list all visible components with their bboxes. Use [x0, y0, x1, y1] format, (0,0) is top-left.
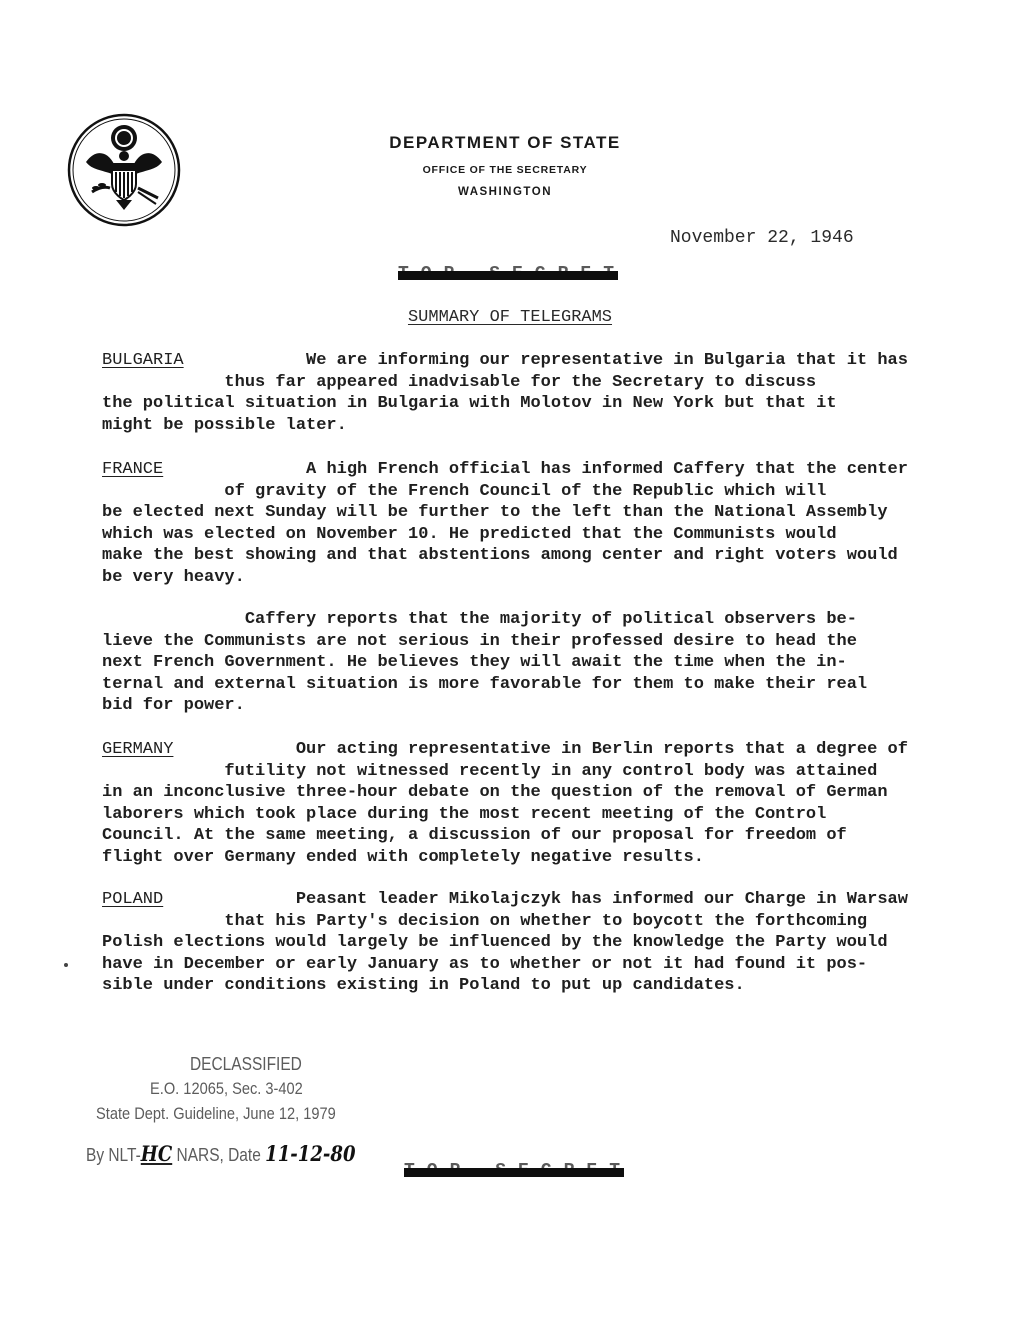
- section-heading: POLAND: [102, 890, 164, 909]
- department-name: DEPARTMENT OF STATE: [389, 133, 621, 152]
- city-name: WASHINGTON: [457, 186, 552, 198]
- section-line: Polish elections would largely be influenced by the knowledge the Party would: [102, 933, 888, 952]
- state-dept-guideline: State Dept. Guideline, June 12, 1979: [96, 1104, 336, 1123]
- redaction-bar: [398, 271, 618, 280]
- section-line: be very heavy.: [102, 567, 245, 587]
- section-line: lieve the Communists are not serious in their professed desire to head the: [102, 631, 857, 651]
- section-poland: [102, 889, 942, 997]
- section-heading: GERMANY: [102, 740, 174, 759]
- section-line: sible under conditions existing in Poland to put up candidates.: [102, 976, 745, 995]
- section-first-line: BULGARIA We are informing our representative in Bulgaria that it has: [102, 351, 908, 370]
- document-date: November 22, 1946: [670, 228, 854, 248]
- section-bulgaria: [102, 350, 942, 436]
- section-line: make the best showing and that abstentions among center and right voters would: [102, 546, 898, 565]
- section-first-line: FRANCE A high French official has informed Caffery that the center: [102, 460, 908, 479]
- office-name: OFFICE OF THE SECRETARY: [422, 164, 588, 176]
- section-first-line: POLAND Peasant leader Mikolajczyk has informed our Charge in Warsaw: [102, 890, 908, 909]
- section-line: Caffery reports that the majority of political observers be-: [102, 610, 857, 629]
- section-line: ternal and external situation is more favorable for them to make their real: [102, 674, 868, 694]
- handwritten-date: 11-12-80: [265, 1141, 356, 1166]
- section-line: flight over Germany ended with completely negative results.: [102, 847, 704, 867]
- section-line: Council. At the same meeting, a discussion of our proposal for freedom of: [102, 826, 847, 845]
- section-line: might be possible later.: [102, 415, 347, 435]
- section-line: that his Party's decision on whether to boycott the forthcoming: [102, 911, 868, 931]
- section-line: the political situation in Bulgaria with Molotov in New York but that it: [102, 394, 837, 413]
- section-line: futility not witnessed recently in any control body was attained: [102, 761, 878, 781]
- section-heading: FRANCE: [102, 460, 164, 479]
- declassified-by-line: By NLT-HC NARS, Date 11-12-80: [86, 1141, 356, 1166]
- executive-order: E.O. 12065, Sec. 3-402: [150, 1079, 303, 1098]
- classification-redacted-bottom: [404, 1161, 624, 1183]
- section-heading: BULGARIA: [102, 351, 184, 370]
- section-line: bid for power.: [102, 696, 245, 715]
- section-line: which was elected on November 10. He predicted that the Communists would: [102, 524, 837, 544]
- section-line: of gravity of the French Council of the Republic which will: [102, 481, 827, 501]
- section-line: have in December or early January as to whether or not it had found it pos-: [102, 954, 868, 974]
- declassified-label: DECLASSIFIED: [190, 1054, 302, 1074]
- classification-redacted-top: [398, 264, 618, 286]
- section-line: thus far appeared inadvisable for the Secretary to discuss: [102, 372, 817, 392]
- section-line: laborers which took place during the most recent meeting of the Control: [102, 804, 827, 824]
- section-line: be elected next Sunday will be further to the left than the National Assembly: [102, 503, 888, 522]
- section-line: in an inconclusive three-hour debate on the question of the removal of German: [102, 783, 888, 802]
- section-france: [102, 459, 942, 588]
- great-seal-icon: [66, 112, 182, 228]
- section-france-paragraph-2: [102, 609, 942, 717]
- redaction-bar: [404, 1168, 624, 1177]
- summary-title: SUMMARY OF TELEGRAMS: [407, 308, 613, 327]
- stray-mark: [64, 963, 68, 967]
- handwritten-initials: HC: [140, 1141, 173, 1166]
- section-germany: [102, 739, 942, 868]
- section-first-line: GERMANY Our acting representative in Berlin reports that a degree of: [102, 740, 908, 759]
- section-line: next French Government. He believes they will await the time when the in-: [102, 653, 847, 672]
